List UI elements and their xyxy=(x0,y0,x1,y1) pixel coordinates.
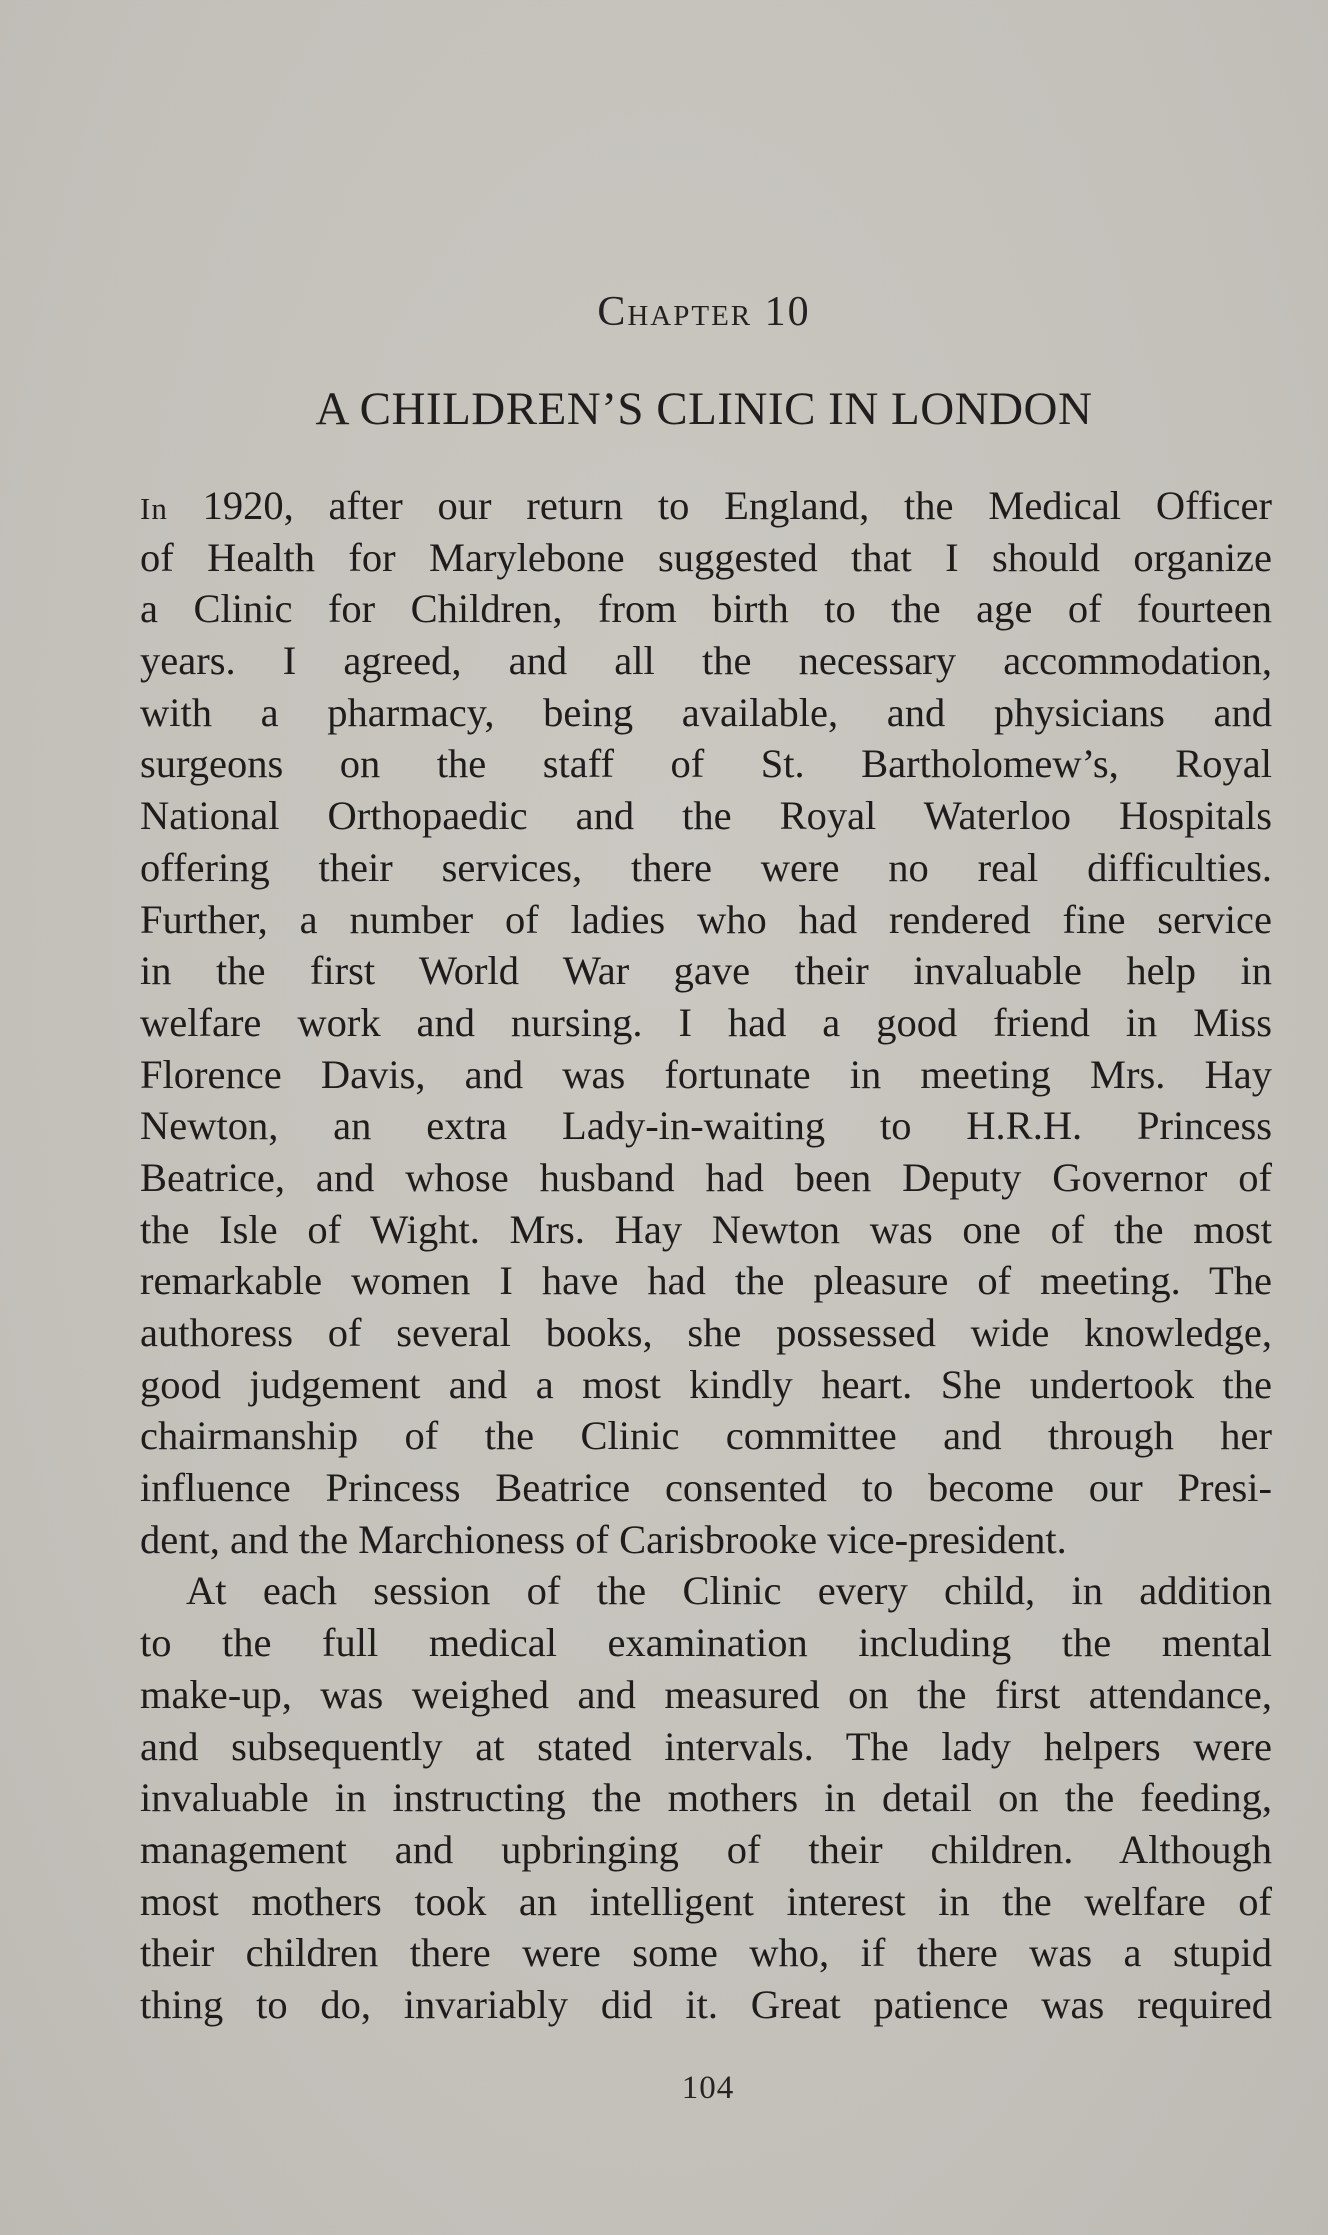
paragraph-2-line-6: management and upbringing of their children. Although xyxy=(140,1826,1272,1872)
paragraph-1-line-16: remarkable women I have had the pleasure of meeting. The xyxy=(140,1258,1272,1304)
paragraph-1-line-5: with a pharmacy, being available, and physicians and xyxy=(140,689,1272,735)
paragraph-2-line-9: thing to do, invariably did it. Great patience was required xyxy=(140,1981,1272,2027)
paragraph-1-line-8: offering their services, there were no real difficulties. xyxy=(140,844,1272,890)
paragraph-1-line-20: influence Princess Beatrice consented to become our Presi- xyxy=(140,1465,1272,1511)
paragraph-1-line-21: dent, and the Marchioness of Carisbrooke vice-president. xyxy=(140,1516,1067,1562)
body-text xyxy=(140,480,1272,2031)
paragraph-2-line-4: and subsequently at stated intervals. The lady helpers were xyxy=(140,1723,1272,1769)
paragraph-1-line-3: a Clinic for Children, from birth to the age of fourteen xyxy=(140,586,1272,632)
paragraph-1-line-6: surgeons on the staff of St. Bartholomew’s, Royal xyxy=(140,741,1272,787)
paragraph-1-line-2: of Health for Marylebone suggested that I should organize xyxy=(140,534,1272,580)
page-number: 104 xyxy=(681,2070,735,2106)
paragraph-1-line-13: Newton, an extra Lady-in-waiting to H.R.H. Princess xyxy=(140,1103,1272,1149)
paragraph-2-line-7: most mothers took an intelligent interest in the welfare of xyxy=(140,1878,1272,1924)
paragraph-1-line-10: in the first World War gave their invaluable help in xyxy=(140,948,1272,994)
paragraph-1-line-18: good judgement and a most kindly heart. She undertook the xyxy=(140,1361,1272,1407)
paragraph-2-line-3: make-up, was weighed and measured on the first attendance, xyxy=(140,1671,1272,1717)
chapter-title: A CHILDREN’S CLINIC IN LONDON xyxy=(315,383,1093,435)
paragraph-1-line-14: Beatrice, and whose husband had been Deputy Governor of xyxy=(140,1154,1272,1200)
paragraph-2-line-8: their children there were some who, if there was a stupid xyxy=(140,1930,1272,1976)
paragraph-1-line-19: chairmanship of the Clinic committee and through her xyxy=(140,1413,1272,1459)
chapter-label xyxy=(0,288,1328,336)
paragraph-1-line-4: years. I agreed, and all the necessary accommodation, xyxy=(140,638,1272,684)
paragraph-1-line-17: authoress of several books, she possessed wide knowledge, xyxy=(140,1310,1272,1355)
chapter-label-text: Chapter 10 xyxy=(597,289,811,335)
paragraph-1-line-15: the Isle of Wight. Mrs. Hay Newton was one of the most xyxy=(140,1206,1272,1252)
paragraph-1-line-7: National Orthopaedic and the Royal Waterloo Hospitals xyxy=(140,793,1272,839)
paragraph-2-line-1: At each session of the Clinic every child, in addition xyxy=(186,1568,1272,1614)
paragraph-1-line-11: welfare work and nursing. I had a good friend in Miss xyxy=(140,999,1272,1045)
paragraph-2-line-2: to the full medical examination including the mental xyxy=(140,1620,1272,1666)
paragraph-1-line-9: Further, a number of ladies who had rendered fine service xyxy=(140,896,1272,942)
paragraph-1-line-1-text: 1920, after our return to England, the Medical Officer xyxy=(167,483,1272,528)
paragraph-2-line-5: invaluable in instructing the mothers in detail on the feeding, xyxy=(140,1775,1272,1821)
dropcap-smallcaps: In xyxy=(140,491,168,526)
paragraph-1-line-12: Florence Davis, and was fortunate in meeting Mrs. Hay xyxy=(140,1051,1272,1097)
paragraph-1-line-1 xyxy=(140,480,1272,532)
